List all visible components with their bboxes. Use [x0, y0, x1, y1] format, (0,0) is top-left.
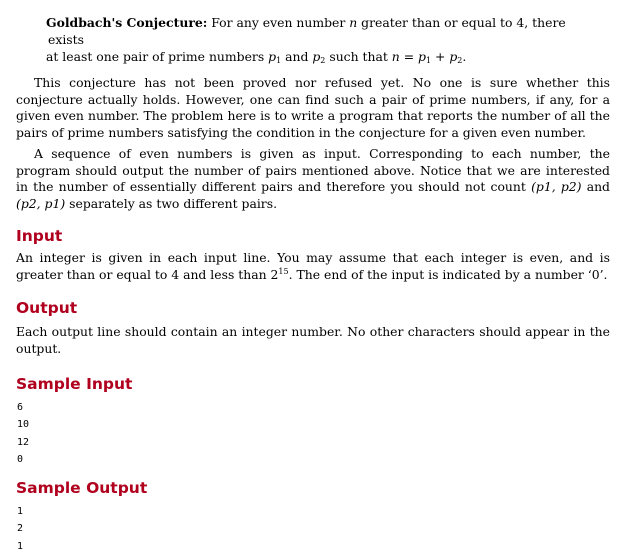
- sample-input-line: 0: [17, 453, 24, 465]
- sample-output-block: [16, 503, 610, 555]
- sample-input-block: [16, 399, 610, 468]
- sample-output-line: 1: [17, 540, 24, 552]
- conjecture-term: Goldbach's Conjecture:: [46, 15, 208, 30]
- problem-statement: [16, 14, 610, 555]
- sample-input-line: 12: [17, 436, 30, 448]
- sample-input-line: 6: [17, 402, 24, 413]
- output-heading: Output: [16, 299, 78, 317]
- sample-output-line: 1: [17, 506, 24, 518]
- input-heading: Input: [16, 227, 63, 245]
- output-description: Each output line should contain an integer number. No other characters should appear in the output.: [16, 324, 610, 356]
- input-description: An integer is given in each input line. You may assume that each integer is even, and is greater than or equal to 4 and less than $2^{15}$. The end of the input is indicated by a number ‘0’.: [16, 250, 610, 282]
- sample-output-line: 2: [17, 523, 24, 535]
- sample-input-heading: Sample Input: [16, 375, 133, 393]
- paragraph-task: A sequence of even numbers is given as input. Corresponding to each number, the program should output the number of pairs mentioned above. Notice that we are interested in the number of essentially different pairs and therefore you should not count (p1, p2) and (p2, p1) separately as two different pairs.: [16, 146, 610, 211]
- conjecture-definition: Goldbach's Conjecture: For any even number n greater than or equal to 4, there exists at least one pair of prime numbers $p_1$ and $p_2$ such that $n = p_1 + p_2$.: [46, 15, 566, 65]
- sample-input-line: 10: [17, 419, 30, 431]
- sample-output-heading: Sample Output: [16, 479, 148, 498]
- paragraph-intro: This conjecture has not been proved nor refused yet. No one is sure whether this conjecture actually holds. However, one can find such a pair of prime numbers, if any, for a given even number. The problem here is to write a program that reports the number of all the pairs of prime numbers satisfying the condition in the conjecture for a given even number.: [16, 75, 610, 140]
